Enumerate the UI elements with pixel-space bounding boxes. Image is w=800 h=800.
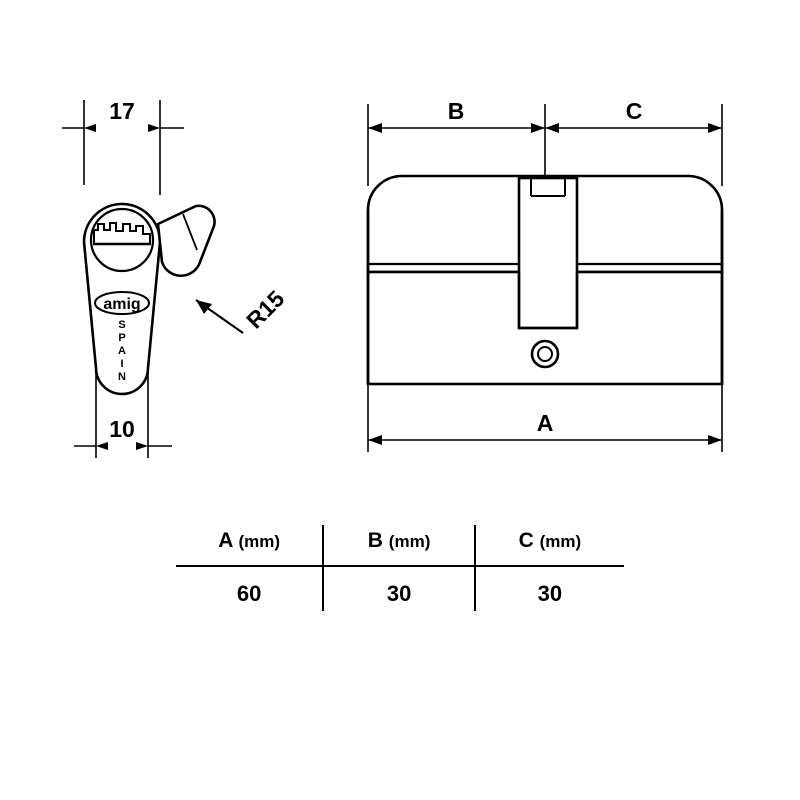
dimension-c-label: C bbox=[625, 98, 643, 124]
brand-name: amig bbox=[103, 296, 141, 313]
brand-country-s: S bbox=[118, 319, 126, 331]
dimension-a-label: A bbox=[536, 410, 554, 436]
table-header-c-unit: (mm) bbox=[539, 532, 582, 551]
dimension-b bbox=[368, 98, 545, 133]
dimensions-table bbox=[176, 525, 624, 625]
keyway-slot bbox=[94, 223, 150, 244]
table-header-c-name: C bbox=[518, 529, 534, 552]
table-cell-a: 60 bbox=[236, 581, 262, 606]
table-header-a-name: A bbox=[218, 529, 233, 552]
table-cell-c: 30 bbox=[475, 566, 624, 611]
table-header-row bbox=[176, 525, 624, 566]
side-view-group bbox=[62, 98, 290, 458]
dimension-b-label: B bbox=[447, 98, 465, 124]
dimension-17-label: 17 bbox=[109, 98, 135, 124]
cam-lever bbox=[158, 206, 215, 276]
table-header-b-unit: (mm) bbox=[388, 532, 431, 551]
cylinder-front-body bbox=[368, 176, 722, 384]
dimension-c bbox=[545, 98, 722, 133]
dimension-10-label: 10 bbox=[109, 416, 135, 442]
table-header-b bbox=[323, 525, 475, 566]
dimension-a bbox=[368, 384, 722, 452]
table-header-a-unit: (mm) bbox=[238, 532, 281, 551]
table-header-c bbox=[475, 525, 624, 566]
brand-country-p: P bbox=[118, 332, 126, 344]
table-header-b-name: B bbox=[367, 529, 383, 552]
table-cell-b: 30 bbox=[323, 566, 475, 611]
brand-country-i: I bbox=[120, 358, 124, 370]
screw-hole-inner bbox=[538, 347, 552, 361]
table-row bbox=[176, 566, 624, 611]
front-view-group bbox=[368, 98, 722, 452]
table-header-a bbox=[176, 525, 323, 566]
dimension-17 bbox=[62, 98, 184, 195]
cam-housing bbox=[519, 178, 577, 328]
brand-country-a: A bbox=[118, 345, 126, 357]
radius-r15-label: R15 bbox=[241, 285, 290, 334]
radius-r15-leader bbox=[196, 285, 290, 333]
brand-country-n: N bbox=[118, 371, 126, 383]
